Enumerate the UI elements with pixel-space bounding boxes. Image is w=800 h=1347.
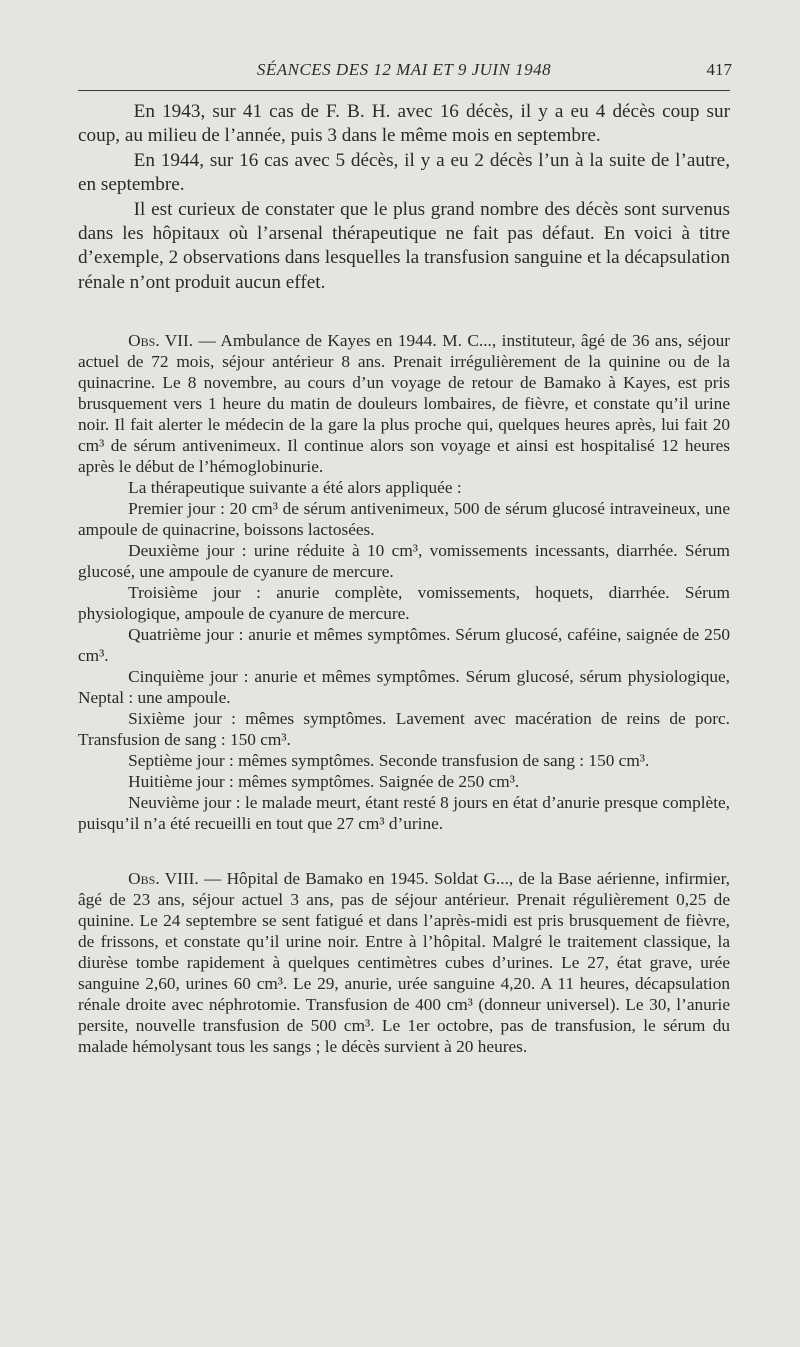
observation-viii-paragraph (78, 868, 730, 1057)
observation-viii-text: — Hôpital de Bamako en 1945. Soldat G..., de la Base aérienne, infirmier, âgé de 23 ans, séjour actuel 3 ans, pas de séjour antérieur. Prenait régulièrement 0,25 de quinine. Le 24 septembre se sent fatigué et dans l’après-midi est pris brusquement de fièvre, de frissons, et constate qu’il urine noir. Entre à l’hôpital. Malgré le traitement classique, la diurèse tombe rapidement à quelques centimètres cubes d’urines. Le 27, état grave, urée sanguine 2,60, urines 60 cm³. Le 29, anurie, urée sanguine 4,20. A 11 heures, décapsulation rénale droite avec néphrotomie. Transfusion de 400 cm³ (donneur universel). Le 30, l’anurie persite, nouvelle transfusion de 500 cm³. Le 1er octobre, pas de transfusion, le sérum du malade hémolysant tous les sangs ; le décès survient à 20 heures. (78, 869, 730, 1057)
day-entry-3: Troisième jour : anurie complète, vomissements, hoquets, diarrhée. Sérum physiologique, ampoule de cyanure de mercure. (78, 583, 730, 624)
section-spacer (78, 834, 730, 868)
day-entry-1: Premier jour : 20 cm³ de sérum antivenimeux, 500 de sérum glucosé intraveineux, une ampoule de quinacrine, boissons lactosées. (78, 499, 730, 540)
running-head: SÉANCES DES 12 MAI ET 9 JUIN 1948 (256, 60, 552, 79)
page-number: 417 (706, 60, 732, 79)
intro-paragraph-observations: Il est curieux de constater que le plus grand nombre des décès sont survenus dans les hôpitaux où l’arsenal thérapeutique ne fait pas défaut. En voici à titre d’exemple, 2 observations dans lesquelles la transfusion sanguine et la décapsulation rénale n’ont produit aucun effet. (78, 198, 730, 293)
day-entry-5: Cinquième jour : anurie et mêmes symptômes. Sérum glucosé, sérum physiologique, Neptal : une ampoule. (78, 667, 730, 708)
section-spacer (78, 295, 730, 330)
observation-vii (78, 330, 730, 834)
day-entry-4: Quatrième jour : anurie et mêmes symptômes. Sérum glucosé, caféine, saignée de 250 cm³. (78, 625, 730, 666)
day-entry-9: Neuvième jour : le malade meurt, étant resté 8 jours en état d’anurie presque complète, puisqu’il n’a été recueilli en tout que 27 cm³ d’urine. (78, 793, 730, 834)
observation-vii-label: Obs. VII. (128, 331, 194, 351)
observation-vii-text: — Ambulance de Kayes en 1944. M. C..., instituteur, âgé de 36 ans, séjour actuel de 72 mois, séjour antérieur 8 ans. Prenait irrégulièrement de la quinine ou de la quinacrine. Le 8 novembre, au cours d’un voyage de retour de Bamako à Kayes, est pris brusquement vers 1 heure du matin de douleurs lombaires, de fièvre, et constate qu’il urine noir. Il fait alerter le médecin de la gare la plus proche qui, quelques heures après, lui fait 20 cm³ de sérum antivenimeux. Il continue alors son voyage et ainsi est hospitalisé 12 heures après le début de l’hémoglobinurie. (78, 331, 730, 477)
intro-paragraph-1944: En 1944, sur 16 cas avec 5 décès, il y a eu 2 décès l’un à la suite de l’autre, en septembre. (78, 149, 730, 196)
page-body (78, 100, 730, 1057)
day-entry-7: Septième jour : mêmes symptômes. Seconde transfusion de sang : 150 cm³. (128, 751, 650, 771)
page-header (78, 60, 730, 91)
observation-vii-intro (78, 330, 730, 477)
observation-viii (78, 868, 730, 1057)
observation-viii-label: Obs. VIII. (128, 869, 199, 889)
day-entry-8: Huitième jour : mêmes symptômes. Saignée de 250 cm³. (128, 772, 520, 792)
therapy-intro: La thérapeutique suivante a été alors appliquée : (128, 478, 462, 498)
day-entry-6: Sixième jour : mêmes symptômes. Lavement avec macération de reins de porc. Transfusion de sang : 150 cm³. (78, 709, 730, 750)
intro-paragraph-1943: En 1943, sur 41 cas de F. B. H. avec 16 décès, il y a eu 4 décès coup sur coup, au milieu de l’année, puis 3 dans le même mois en septembre. (78, 101, 730, 147)
day-entry-2: Deuxième jour : urine réduite à 10 cm³, vomissements incessants, diarrhée. Sérum glucosé, une ampoule de cyanure de mercure. (78, 541, 730, 582)
